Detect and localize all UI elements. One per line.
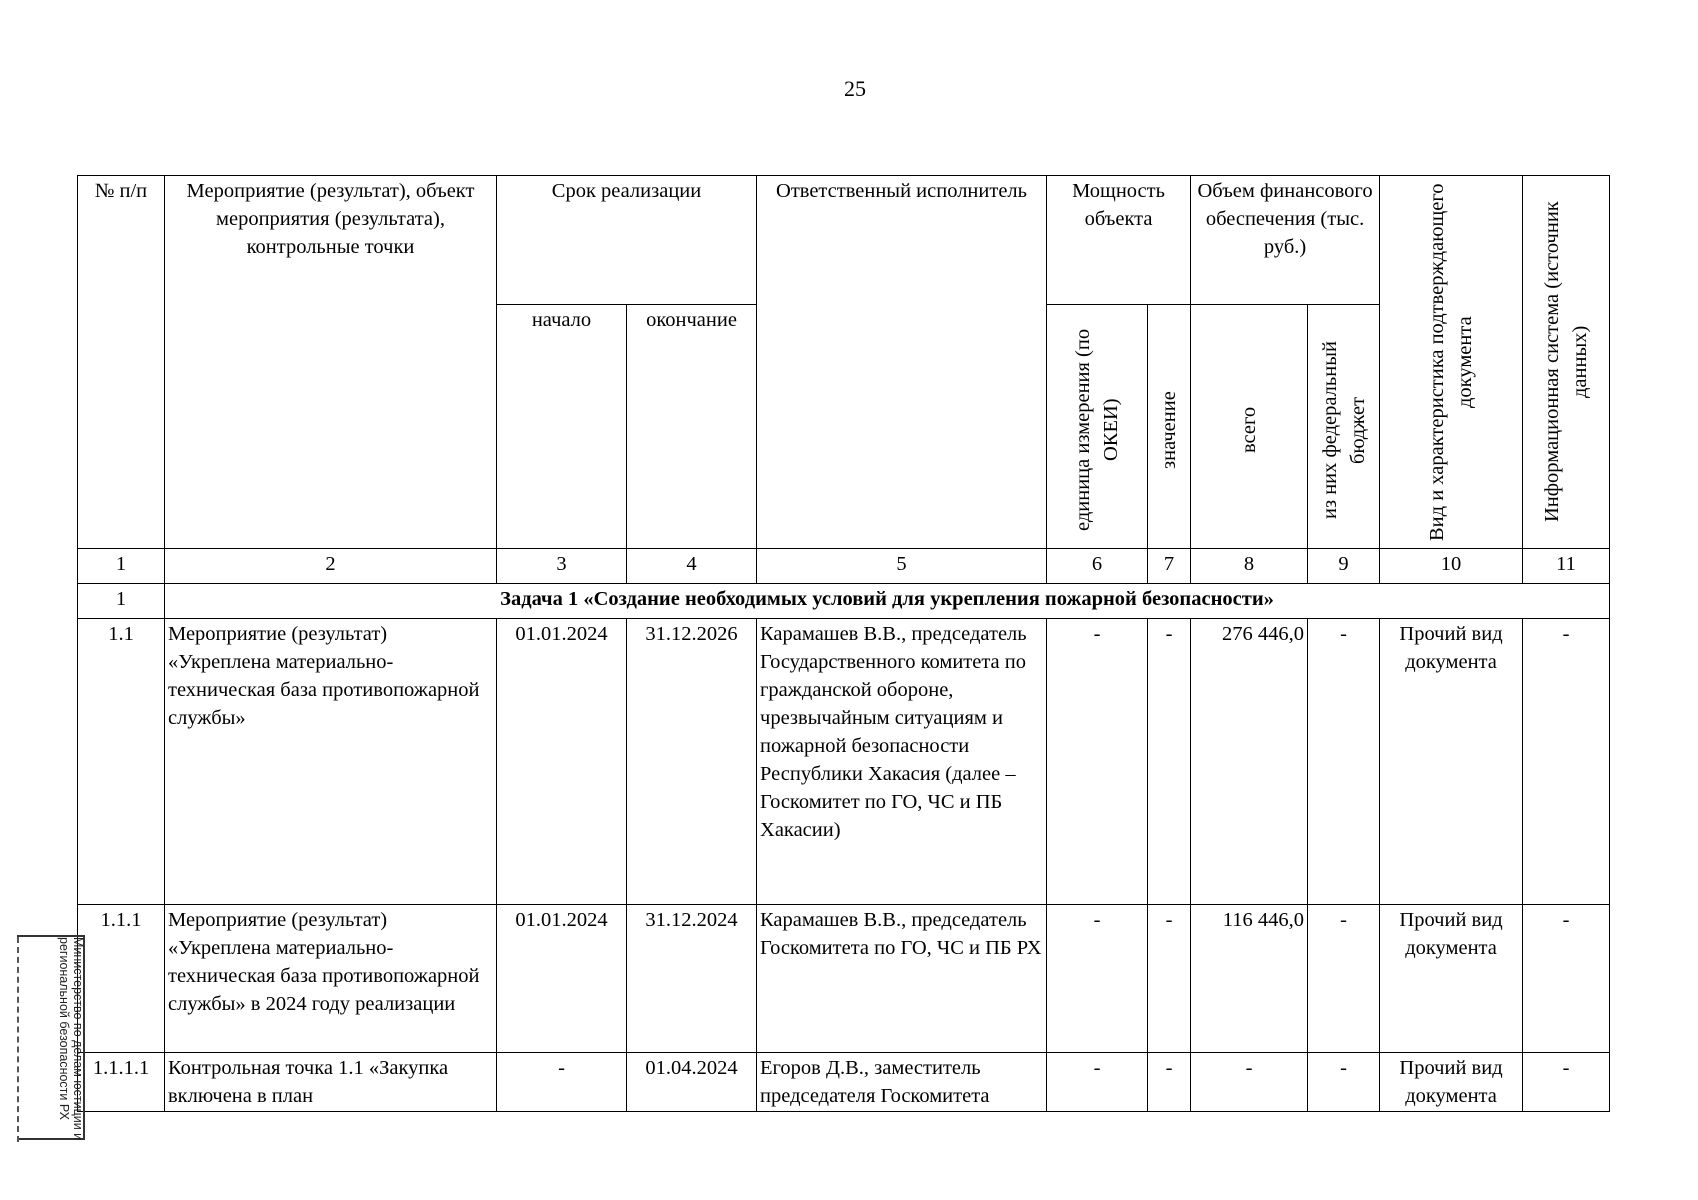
task-title: Задача 1 «Создание необходимых условий для укрепления пожарной безопасности»	[165, 584, 1610, 619]
task-number: 1	[78, 584, 165, 619]
row-doc-type: Прочий вид документа	[1380, 1053, 1523, 1112]
header-info-system-text: Информационная система (источник данных)	[1541, 201, 1592, 523]
row-no: 1.1.1	[78, 905, 165, 1053]
row-responsible: Карамашев В.В., председатель Госкомитета по ГО, ЧС и ПБ РХ	[757, 905, 1047, 1053]
column-number: 9	[1308, 549, 1380, 584]
row-start: -	[497, 1053, 627, 1112]
row-unit: -	[1047, 905, 1148, 1053]
row-activity: Контрольная точка 1.1 «Закупка включена в план	[165, 1053, 497, 1112]
row-responsible: Карамашев В.В., председатель Государственного комитета по гражданской обороне, чрезвычайным ситуациям и пожарной безопасности Республики Хакасия (далее – Госкомитет по ГО, ЧС и ПБ Хакасии)	[757, 619, 1047, 905]
row-value: -	[1148, 1053, 1191, 1112]
header-doc-type-text: Вид и характеристика подтверждающего документа	[1426, 183, 1477, 541]
header-doc-type	[1380, 176, 1523, 549]
task-row	[78, 584, 1610, 619]
row-unit: -	[1047, 619, 1148, 905]
header-no: № п/п	[78, 176, 165, 549]
row-total: 276 446,0	[1191, 619, 1308, 905]
column-number: 10	[1380, 549, 1523, 584]
table-row	[78, 619, 1610, 905]
header-unit-text: единица измерения (по ОКЕИ)	[1072, 328, 1123, 532]
stamp-text: Министерство по делам юстиции и региональной безопасности РХ	[57, 937, 85, 1141]
header-period: Срок реализации	[497, 176, 757, 305]
row-value: -	[1148, 905, 1191, 1053]
row-activity: Мероприятие (результат) «Укреплена материально-техническая база противопожарной службы» в 2024 году реализации	[165, 905, 497, 1053]
row-end: 31.12.2026	[627, 619, 757, 905]
row-value: -	[1148, 619, 1191, 905]
header-responsible: Ответственный исполнитель	[757, 176, 1047, 549]
column-number: 8	[1191, 549, 1308, 584]
row-info-system: -	[1523, 1053, 1610, 1112]
row-end: 01.04.2024	[627, 1053, 757, 1112]
header-finance: Объем финансового обеспечения (тыс. руб.)	[1191, 176, 1380, 305]
header-federal-text: из них федеральный бюджет	[1318, 341, 1369, 519]
row-federal: -	[1308, 905, 1380, 1053]
column-number: 11	[1523, 549, 1610, 584]
column-number-row	[78, 549, 1610, 584]
row-responsible: Егоров Д.В., заместитель председателя Госкомитета	[757, 1053, 1047, 1112]
header-unit	[1047, 305, 1148, 549]
header-info-system	[1523, 176, 1610, 549]
column-number: 6	[1047, 549, 1148, 584]
row-end: 31.12.2024	[627, 905, 757, 1053]
page-number: 25	[844, 76, 866, 101]
column-number: 2	[165, 549, 497, 584]
column-number: 4	[627, 549, 757, 584]
row-activity: Мероприятие (результат) «Укреплена материально-техническая база противопожарной службы»	[165, 619, 497, 905]
stamp-cut-line	[17, 937, 25, 1142]
column-number: 5	[757, 549, 1047, 584]
row-unit: -	[1047, 1053, 1148, 1112]
ministry-stamp	[17, 935, 85, 1140]
header-start: начало	[497, 305, 627, 549]
row-federal: -	[1308, 619, 1380, 905]
header-capacity: Мощность объекта	[1047, 176, 1191, 305]
table-row	[78, 1053, 1610, 1112]
header-total-text: всего	[1238, 406, 1261, 454]
row-total: -	[1191, 1053, 1308, 1112]
column-number: 3	[497, 549, 627, 584]
header-end: окончание	[627, 305, 757, 549]
header-value-text: значение	[1158, 391, 1181, 469]
row-info-system: -	[1523, 905, 1610, 1053]
row-total: 116 446,0	[1191, 905, 1308, 1053]
row-no: 1.1	[78, 619, 165, 905]
table-row	[78, 905, 1610, 1053]
header-value	[1148, 305, 1191, 549]
column-number: 7	[1148, 549, 1191, 584]
header-federal	[1308, 305, 1380, 549]
header-activity: Мероприятие (результат), объект мероприятия (результата), контрольные точки	[165, 176, 497, 549]
column-number: 1	[78, 549, 165, 584]
row-info-system: -	[1523, 619, 1610, 905]
header-total	[1191, 305, 1308, 549]
activities-table	[77, 175, 1610, 1112]
row-doc-type: Прочий вид документа	[1380, 905, 1523, 1053]
row-doc-type: Прочий вид документа	[1380, 619, 1523, 905]
row-no: 1.1.1.1	[78, 1053, 165, 1112]
row-start: 01.01.2024	[497, 619, 627, 905]
row-start: 01.01.2024	[497, 905, 627, 1053]
header-row-top	[78, 176, 1610, 305]
row-federal: -	[1308, 1053, 1380, 1112]
